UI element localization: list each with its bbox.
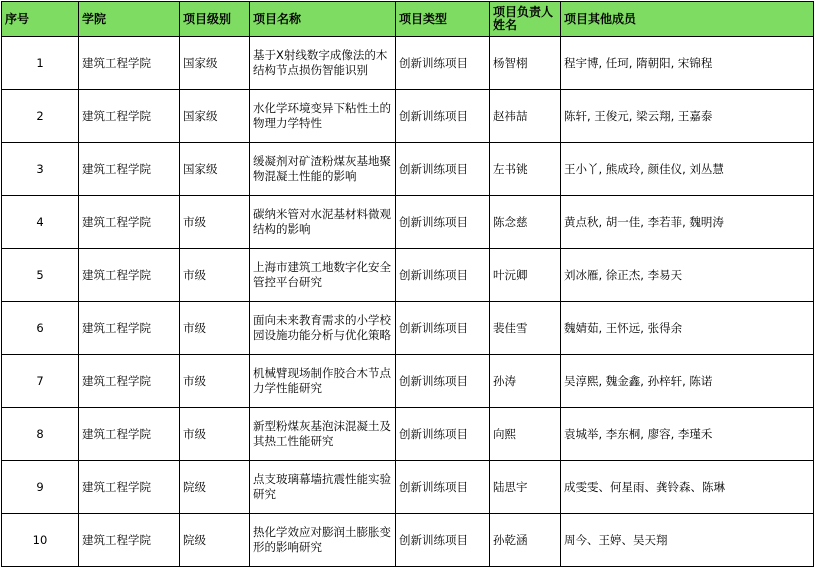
cell-members: 魏婧茹, 王怀远, 张得余 <box>561 302 814 355</box>
cell-college: 建筑工程学院 <box>79 37 180 90</box>
cell-project-name: 点支玻璃幕墙抗震性能实验研究 <box>250 461 396 514</box>
cell-leader: 叶沅卿 <box>490 249 561 302</box>
table-row <box>2 302 814 355</box>
header-row <box>2 2 814 37</box>
table-row <box>2 37 814 90</box>
table-row <box>2 408 814 461</box>
cell-project-name: 面向未来教育需求的小学校园设施功能分析与优化策略 <box>250 302 396 355</box>
cell-college: 建筑工程学院 <box>79 408 180 461</box>
cell-type: 创新训练项目 <box>396 196 490 249</box>
cell-college: 建筑工程学院 <box>79 461 180 514</box>
table-body <box>2 37 814 567</box>
cell-leader: 赵祎喆 <box>490 90 561 143</box>
cell-type: 创新训练项目 <box>396 249 490 302</box>
cell-level: 市级 <box>180 355 250 408</box>
cell-no: 4 <box>2 196 79 249</box>
cell-type: 创新训练项目 <box>396 302 490 355</box>
cell-college: 建筑工程学院 <box>79 355 180 408</box>
cell-project-name: 基于X射线数字成像法的木结构节点损伤智能识别 <box>250 37 396 90</box>
cell-level: 市级 <box>180 408 250 461</box>
cell-type: 创新训练项目 <box>396 90 490 143</box>
cell-level: 国家级 <box>180 90 250 143</box>
cell-members: 黄点秋, 胡一佳, 李若菲, 魏明涛 <box>561 196 814 249</box>
cell-no: 1 <box>2 37 79 90</box>
col-header-leader: 项目负责人姓名 <box>490 2 561 37</box>
table-row <box>2 196 814 249</box>
cell-type: 创新训练项目 <box>396 355 490 408</box>
table-row <box>2 355 814 408</box>
cell-project-name: 机械臂现场制作胶合木节点力学性能研究 <box>250 355 396 408</box>
cell-no: 2 <box>2 90 79 143</box>
cell-members: 周今、王婷、吴天翔 <box>561 514 814 567</box>
table-row <box>2 249 814 302</box>
cell-members: 刘冰雁, 徐正杰, 李易天 <box>561 249 814 302</box>
table-row <box>2 90 814 143</box>
cell-members: 程宇博, 任珂, 隋朝阳, 宋锦程 <box>561 37 814 90</box>
cell-project-name: 缓凝剂对矿渣粉煤灰基地聚物混凝土性能的影响 <box>250 143 396 196</box>
cell-level: 院级 <box>180 514 250 567</box>
cell-no: 8 <box>2 408 79 461</box>
table-row <box>2 514 814 567</box>
cell-level: 院级 <box>180 461 250 514</box>
cell-level: 国家级 <box>180 143 250 196</box>
col-header-members: 项目其他成员 <box>561 2 814 37</box>
cell-no: 7 <box>2 355 79 408</box>
col-header-type: 项目类型 <box>396 2 490 37</box>
cell-leader: 左书铫 <box>490 143 561 196</box>
cell-college: 建筑工程学院 <box>79 90 180 143</box>
col-header-name: 项目名称 <box>250 2 396 37</box>
cell-leader: 裴佳雪 <box>490 302 561 355</box>
cell-level: 市级 <box>180 196 250 249</box>
cell-project-name: 热化学效应对膨润土膨胀变形的影响研究 <box>250 514 396 567</box>
table-row <box>2 461 814 514</box>
cell-type: 创新训练项目 <box>396 408 490 461</box>
cell-project-name: 水化学环境变异下粘性土的物理力学特性 <box>250 90 396 143</box>
cell-level: 市级 <box>180 302 250 355</box>
cell-members: 吴淳熙, 魏金鑫, 孙梓轩, 陈诺 <box>561 355 814 408</box>
col-header-level: 项目级别 <box>180 2 250 37</box>
cell-no: 9 <box>2 461 79 514</box>
col-header-no: 序号 <box>2 2 79 37</box>
project-table <box>1 1 814 567</box>
cell-type: 创新训练项目 <box>396 461 490 514</box>
cell-leader: 向熙 <box>490 408 561 461</box>
cell-leader: 孙乾涵 <box>490 514 561 567</box>
cell-level: 市级 <box>180 249 250 302</box>
cell-college: 建筑工程学院 <box>79 143 180 196</box>
cell-no: 5 <box>2 249 79 302</box>
table-row <box>2 143 814 196</box>
cell-college: 建筑工程学院 <box>79 249 180 302</box>
cell-type: 创新训练项目 <box>396 514 490 567</box>
cell-college: 建筑工程学院 <box>79 514 180 567</box>
cell-leader: 孙涛 <box>490 355 561 408</box>
cell-members: 陈轩, 王俊元, 梁云翔, 王嘉泰 <box>561 90 814 143</box>
cell-college: 建筑工程学院 <box>79 302 180 355</box>
cell-members: 王小丫, 熊成玲, 颜佳仪, 刘丛慧 <box>561 143 814 196</box>
cell-no: 10 <box>2 514 79 567</box>
cell-type: 创新训练项目 <box>396 37 490 90</box>
cell-level: 国家级 <box>180 37 250 90</box>
col-header-college: 学院 <box>79 2 180 37</box>
cell-project-name: 新型粉煤灰基泡沫混凝土及其热工性能研究 <box>250 408 396 461</box>
cell-members: 成雯雯、何星雨、龚铃森、陈琳 <box>561 461 814 514</box>
cell-no: 6 <box>2 302 79 355</box>
cell-college: 建筑工程学院 <box>79 196 180 249</box>
cell-leader: 杨智栩 <box>490 37 561 90</box>
cell-no: 3 <box>2 143 79 196</box>
cell-members: 袁城举, 李东桐, 廖容, 李瑾禾 <box>561 408 814 461</box>
cell-project-name: 碳纳米管对水泥基材料微观结构的影响 <box>250 196 396 249</box>
cell-leader: 陈念慈 <box>490 196 561 249</box>
cell-leader: 陆思宇 <box>490 461 561 514</box>
cell-project-name: 上海市建筑工地数字化安全管控平台研究 <box>250 249 396 302</box>
cell-type: 创新训练项目 <box>396 143 490 196</box>
